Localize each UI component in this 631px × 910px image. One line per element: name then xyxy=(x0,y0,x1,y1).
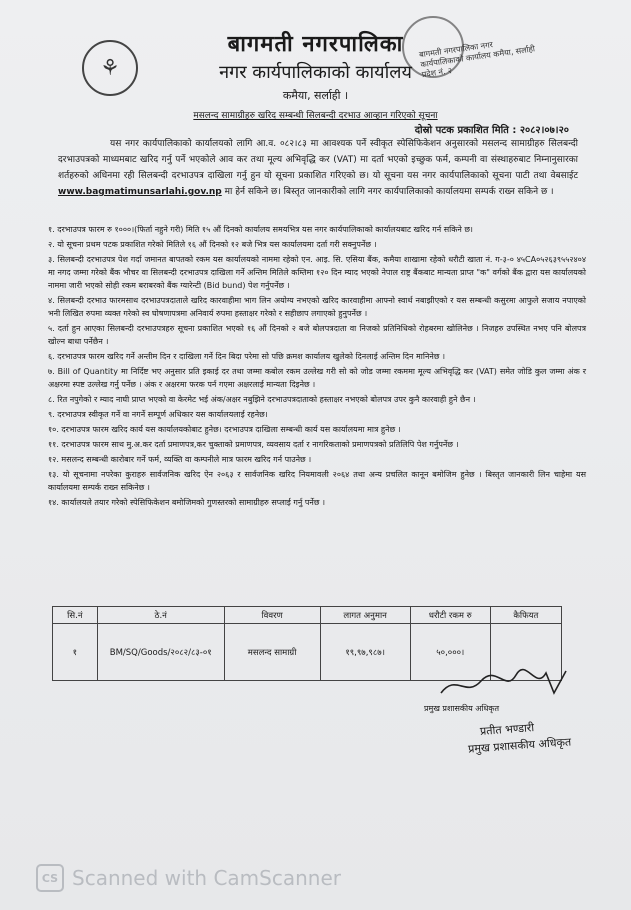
publication-date: दोस्रो पटक प्रकाशित मिति : २०८२।०७।२० xyxy=(414,125,569,136)
col-header: लागत अनुमान xyxy=(320,607,410,624)
table-cell: मसलन्द सामाग्री xyxy=(224,624,320,681)
list-item: १. दरभाउपत्र फारम रु १०००।(फिर्ता नहुने गरी) मिति १५ औं दिनको कार्यालय समयभित्र यस नगर कार्यपालिकाको कार्यालयबाट खरिद गर्न सकिने छ। xyxy=(48,225,473,234)
list-item: १४. कार्यालयले तयार गरेको स्पेसिफिकेशन बमोजिमको गुणस्तरको सामाग्रीहरु सप्लाई गर्नु पर्नेछ । xyxy=(48,498,326,507)
col-header: सि.नं xyxy=(53,607,98,624)
list-item: १२. मसलन्द सम्बन्धी कारोबार गर्ने फर्म, व्यक्ति वा कम्पनीले मात्र फारम खरिद गर्न पाउनेछ । xyxy=(48,455,312,464)
org-title: बागमती नगरपालिका xyxy=(227,31,404,57)
intro-tail: मा हेर्न सकिने छ। बिस्तृत जानकारीको लागि नगर कार्यपालिकाको कार्यालयमा सम्पर्क राख्न सकिने छ । xyxy=(224,187,554,197)
list-item: २. यो सूचना प्रथम पटक प्रकाशित गरेको मितिले १६ औं दिनको १२ बजे भित्र यस कार्यालयमा दर्ता गरी सक्नुपर्नेछ । xyxy=(48,240,377,249)
col-header: विवरण xyxy=(224,607,320,624)
stamp-text: बागमती नगरपालिका नगर कार्यपालिकाको कार्यालय कमैया, सर्लाही प्रदेश नं. २ xyxy=(418,40,536,80)
intro-text: यस नगर कार्यपालिकाको कार्यालयको लागि आ.व. ०८२।८३ मा आवश्यक पर्ने स्वीकृत स्पेसिफिकेशन अनुसारको मसलन्द सामाग्रीहरु सिलबन्दी दरभाउपत्रको माध्यमबाट खरिद गर्नु पर्ने भएकोले आव कर तथा मूल्य अभिवृद्धि कर (VAT) मा दर्ता भएको इच्छुक फर्म, कम्पनी वा संस्थाहरुबाट निम्नानुसारका शर्तहरुको अधिनमा रही सिलबन्दी दरभाउपत्र दाखिला गर्नु हुन यो सूचना प्रकाशित गरिएको छ। यो सूचना यस नगर कार्यपालिकाको सूचना पाटी तथा वेबसाईट xyxy=(58,139,578,181)
table-cell: १९,९७,९८७। xyxy=(320,624,410,681)
list-item: ३. सिलबन्दी दरभाउपत्र पेश गर्दा जमानत बापतको रकम यस कार्यालयको नाममा रहेको एन. आइ. सि. एसिया बैंक, कमैया शाखामा रहेको धरौटी खाता नं. ग-३-० ४५CA०५२६३९५५२४०४ मा नगद जम्मा गरेको बैंक भौचर वा सिलबन्दी दरभाउपत्र दाखिला गर्ने अन्तिम मितिले कम्तिमा १२० दिन म्याद भएको नेपाल राष्ट्र बैंकबाट मान्यता प्राप्त "क" वर्गको बैंक द्वारा यस कार्यालयको नाममा जारी भएको सोही रकम बराबरको बैंक ग्यारेन्टी (Bid bund) पेश गर्नुपर्नेछ । xyxy=(48,255,586,290)
col-header: कैफियत xyxy=(490,607,561,624)
list-item: ७. Bill of Quantity मा निर्दिष्ट भए अनुसार प्रति इकाई दर तथा जम्मा कबोल रकम उल्लेख गरी सो को जोड जम्मा रकममा मूल्य अभिवृद्धि कर (VAT) समेत जोडि कुल जम्मा अंक र अक्षरमा स्पष्ट उल्लेख गर्नु पर्नेछ । अंक र अक्षरमा फरक पर्न गएमा अक्षरलाई मान्यता दिइनेछ । xyxy=(48,367,586,389)
list-item: ६. दरभाउपत्र फारम खरिद गर्ने अन्तीम दिन र दाखिला गर्ने दिन बिदा परेमा सो पछि क्रमश कार्यालय खुलेको दिनलाई अन्तिम दिन मानिनेछ । xyxy=(48,352,446,361)
office-address: कमैया, सर्लाही । xyxy=(282,89,349,102)
camscanner-logo-icon: CS xyxy=(36,864,64,892)
website-link[interactable]: www.bagmatimunsarlahi.gov.np xyxy=(58,187,222,197)
table-cell: १ xyxy=(53,624,98,681)
intro-paragraph xyxy=(58,136,578,200)
list-item: १०. दरभाउपत्र फारम खरिद कार्य यस कार्यालयकोबाट हुनेछ। दरभाउपत्र दाखिला सम्बन्धी कार्य यस कार्यालयमा मात्र हुनेछ । xyxy=(48,425,401,434)
municipality-emblem-icon: ⚘ xyxy=(82,40,138,96)
office-title: नगर कार्यपालिकाको कार्यालय xyxy=(219,62,412,83)
signature-scribble xyxy=(436,663,576,703)
officer-title: प्रमुख प्रशासकीय अधिकृत xyxy=(467,735,572,756)
conditions-list xyxy=(48,223,586,511)
table-cell: ५०,०००। xyxy=(410,624,490,681)
table-cell: BM/SQ/Goods/२०८२/८३-०१ xyxy=(97,624,224,681)
col-header: ठे.नं xyxy=(97,607,224,624)
list-item: १३. यो सूचनामा नपरेका कुराहरु सार्वजनिक खरिद ऐन २०६३ र सार्वजनिक खरिद नियमावली २०६४ तथा अन्य प्रचलित कानून बमोजिम हुनेछ । बिस्तृत जानकारी लिन चाहेमा यस कार्यालयमा सम्पर्क राख्न सकिनेछ । xyxy=(48,470,586,492)
table-header-row xyxy=(53,607,562,624)
col-header: धरौटी रकम रु xyxy=(410,607,490,624)
list-item: ८. रित नपुगेको र म्याद नाघी प्राप्त भएको वा केरमेट भई अंक/अक्षर नबुझिने दरभाउपत्रदाताको हस्ताक्षर नभएको बोलपत्र उपर कुनै कारवाही हुने छैन । xyxy=(48,395,476,404)
list-item: ४. सिलबन्दी दरभाउ फारमसाथ दरभाउपत्रदाताले खरिद कारवाहीमा भाग लिन अयोग्य नभएको खरिद कारवाहीमा आफ्नो स्वार्थ नबाझीएको र यस सम्बन्धी कसुरमा आफुले सजाय नपाएको भनी लिखित रुपमा व्यक्त गरेको स्व घोषणापत्रमा अनिवार्य रुपमा हस्ताक्षर गरेको र सहीछाप लगाएको हुनुपर्नेछ । xyxy=(48,296,586,318)
list-item: ११. दरभाउपत्र फारम साथ मु.अ.कर दर्ता प्रमाणपत्र,कर चुक्ताको प्रमाणपत्र, व्यवसाय दर्ता र नागरिकताको प्रमाणपत्रको प्रतिलिपि पेश गर्नुपर्नेछ । xyxy=(48,440,459,449)
camscanner-watermark xyxy=(36,864,341,892)
list-item: ५. दर्ता हुन आएका सिलबन्दी दरभाउपत्रहरु सूचना प्रकाशित भएको १६ औं दिनको २ बजे बोलपत्रदाता वा निजको प्रतिनिधिको रोहबरमा खोलिनेछ । निजहरु उपस्थित नभए पनि बोलपत्र खोल्न बाधा पर्नेछैन । xyxy=(48,324,586,346)
watermark-text: Scanned with CamScanner xyxy=(72,866,341,890)
officer-name: प्रतीत भण्डारी xyxy=(479,721,535,738)
signature-caption: प्रमुख प्रशासकीय अधिकृत xyxy=(424,704,500,713)
list-item: ९. दरभाउपत्र स्वीकृत गर्ने वा नगर्ने सम्पूर्ण अधिकार यस कार्यालयलाई रहनेछ। xyxy=(48,410,268,419)
notice-subject: मसलन्द सामाग्रीहरु खरिद सम्बन्धी सिलबन्दी दरभाउ आव्हान गरिएको सूचना xyxy=(193,111,438,121)
